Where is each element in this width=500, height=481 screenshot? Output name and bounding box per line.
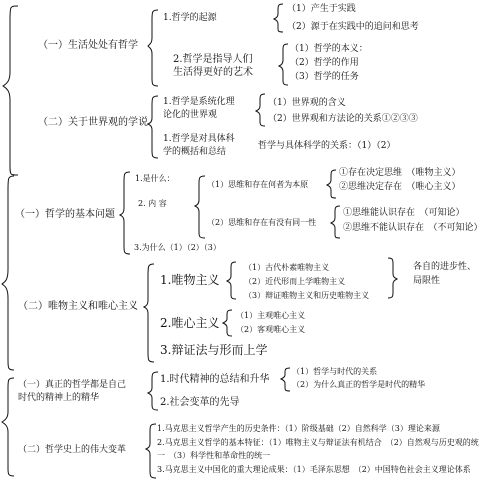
art-label-line2: 生活得更好的艺术: [173, 67, 253, 78]
basic-q1: 1.是什么：: [135, 174, 175, 183]
bracket-spirit: [281, 368, 290, 391]
revolution-line-1: 1.马克思主义哲学产生的历史条件：（1）阶级基础（2）自然科学（3）理论来源: [157, 424, 440, 433]
science-item-1: 哲学与具体科学的关系：（1）（2）: [258, 141, 396, 151]
bracket-part2: [2, 176, 14, 370]
materialism-note-line2: 局限性: [413, 276, 441, 286]
bracket-art: [279, 44, 288, 85]
basic-q3: 3.为什么（1）（2）（3）: [134, 243, 221, 252]
bracket-section2: [148, 96, 158, 158]
dialectics-label: 3.辩证法与形而上学: [160, 343, 268, 357]
section1-label: （一）生活处处有哲学: [38, 40, 138, 51]
revolution-line-3: 一 （3）科学性和革命性的统一: [157, 451, 271, 460]
basic-q2: 2. 内 容: [138, 199, 167, 208]
art-item-1: （1）哲学的本义：: [290, 44, 368, 54]
identity-question: （2）思维和存在有没有同一性: [207, 218, 317, 227]
materialism-item-3: （3）辩证唯物主义和历史唯物主义: [244, 291, 370, 300]
idealism-label: 2.唯心主义: [160, 316, 220, 330]
bracket-section4: [144, 264, 154, 362]
bracket-section6: [146, 424, 156, 478]
identity-answer-2: ②思维不能认识存在 （不可知论）: [343, 223, 483, 233]
materialism-item-2: （2）近代形而上学唯物主义: [244, 277, 346, 286]
origin-label: 1.哲学的起源: [163, 13, 217, 23]
materialism-item-1: （1）古代朴素唯物主义: [244, 263, 330, 272]
section2-label: （二）关于世界观的学说: [38, 117, 148, 128]
bracket-section1: [148, 10, 158, 86]
art-item-3: （3）哲学的任务: [290, 72, 359, 82]
origin-answer-2: ②思维决定存在 （唯心主义）: [339, 182, 461, 192]
bracket-part3: [2, 378, 14, 476]
revolution-line-2: 2.马克思主义哲学的基本特征：（1）唯物主义与辩证法有机结合 （2）自然观与历史观的统: [157, 438, 479, 447]
art-item-2: （2）哲学的作用: [290, 58, 359, 68]
materialism-label: 1.唯物主义: [160, 273, 220, 287]
bracket-part1: [3, 6, 18, 175]
art-label-line1: 2.哲学是指导人们: [173, 54, 253, 65]
origin-question: （1）思维和存在何者为本原: [207, 180, 309, 189]
idealism-item-2: （2）客观唯心主义: [236, 325, 306, 334]
bracket-identity-items: [331, 206, 340, 238]
section3-label: （一）哲学的基本问题: [15, 209, 115, 220]
spirit-label: 1.时代精神的总结和升华: [160, 374, 270, 385]
bracket-worldview: [256, 94, 265, 126]
worldview-label-line1: 1.哲学是系统化理: [163, 97, 235, 107]
worldview-item-2: （2）世界观和方法论的关系①②③③: [268, 114, 418, 124]
bracket-materialism-note: [388, 258, 397, 298]
origin-item-1: （1）产生于实践: [287, 4, 356, 14]
spirit-item-1: （1）哲学与时代的关系: [292, 367, 378, 376]
origin-answer-1: ①存在决定思维 （唯物主义）: [339, 168, 461, 178]
bracket-content: [195, 176, 205, 238]
revolution-line-4: 3.马克思主义中国化的重大理论成果：（1）毛泽东思想 （2）中国特色社会主义理论体系: [157, 465, 471, 474]
bracket-origin-items: [327, 170, 336, 198]
bracket-section5: [148, 372, 158, 410]
identity-answer-1: ①思维能认识存在 （可知论）: [343, 208, 465, 218]
science-label-line2: 学的概括和总结: [163, 147, 227, 157]
bracket-materialism: [227, 262, 236, 299]
bracket-idealism: [223, 310, 232, 336]
spirit-item-2: （2）为什么真正的哲学是时代的精华: [292, 380, 426, 389]
guide-label: 2.社会变革的先导: [160, 397, 240, 408]
idealism-item-1: （1）主观唯心主义: [236, 311, 306, 320]
section5-label-line1: （一）真正的哲学都是自己: [18, 380, 127, 390]
origin-item-2: （2）源于在实践中的追问和思考: [287, 22, 419, 32]
section5-label-line2: 时代的精神上的精华: [18, 393, 100, 403]
worldview-item-1: （1）世界观的含义: [268, 98, 346, 108]
science-label-line1: 1.哲学是对具体科: [163, 134, 235, 144]
section4-label: （二）唯物主义和唯心主义: [18, 301, 138, 312]
bracket-section3: [120, 172, 130, 254]
bracket-origin: [274, 4, 283, 32]
section6-label: （二）哲学史上的伟大变革: [18, 445, 127, 455]
materialism-note-line1: 各自的进步性、: [413, 262, 477, 272]
worldview-label-line2: 论化的世界观: [163, 110, 218, 120]
